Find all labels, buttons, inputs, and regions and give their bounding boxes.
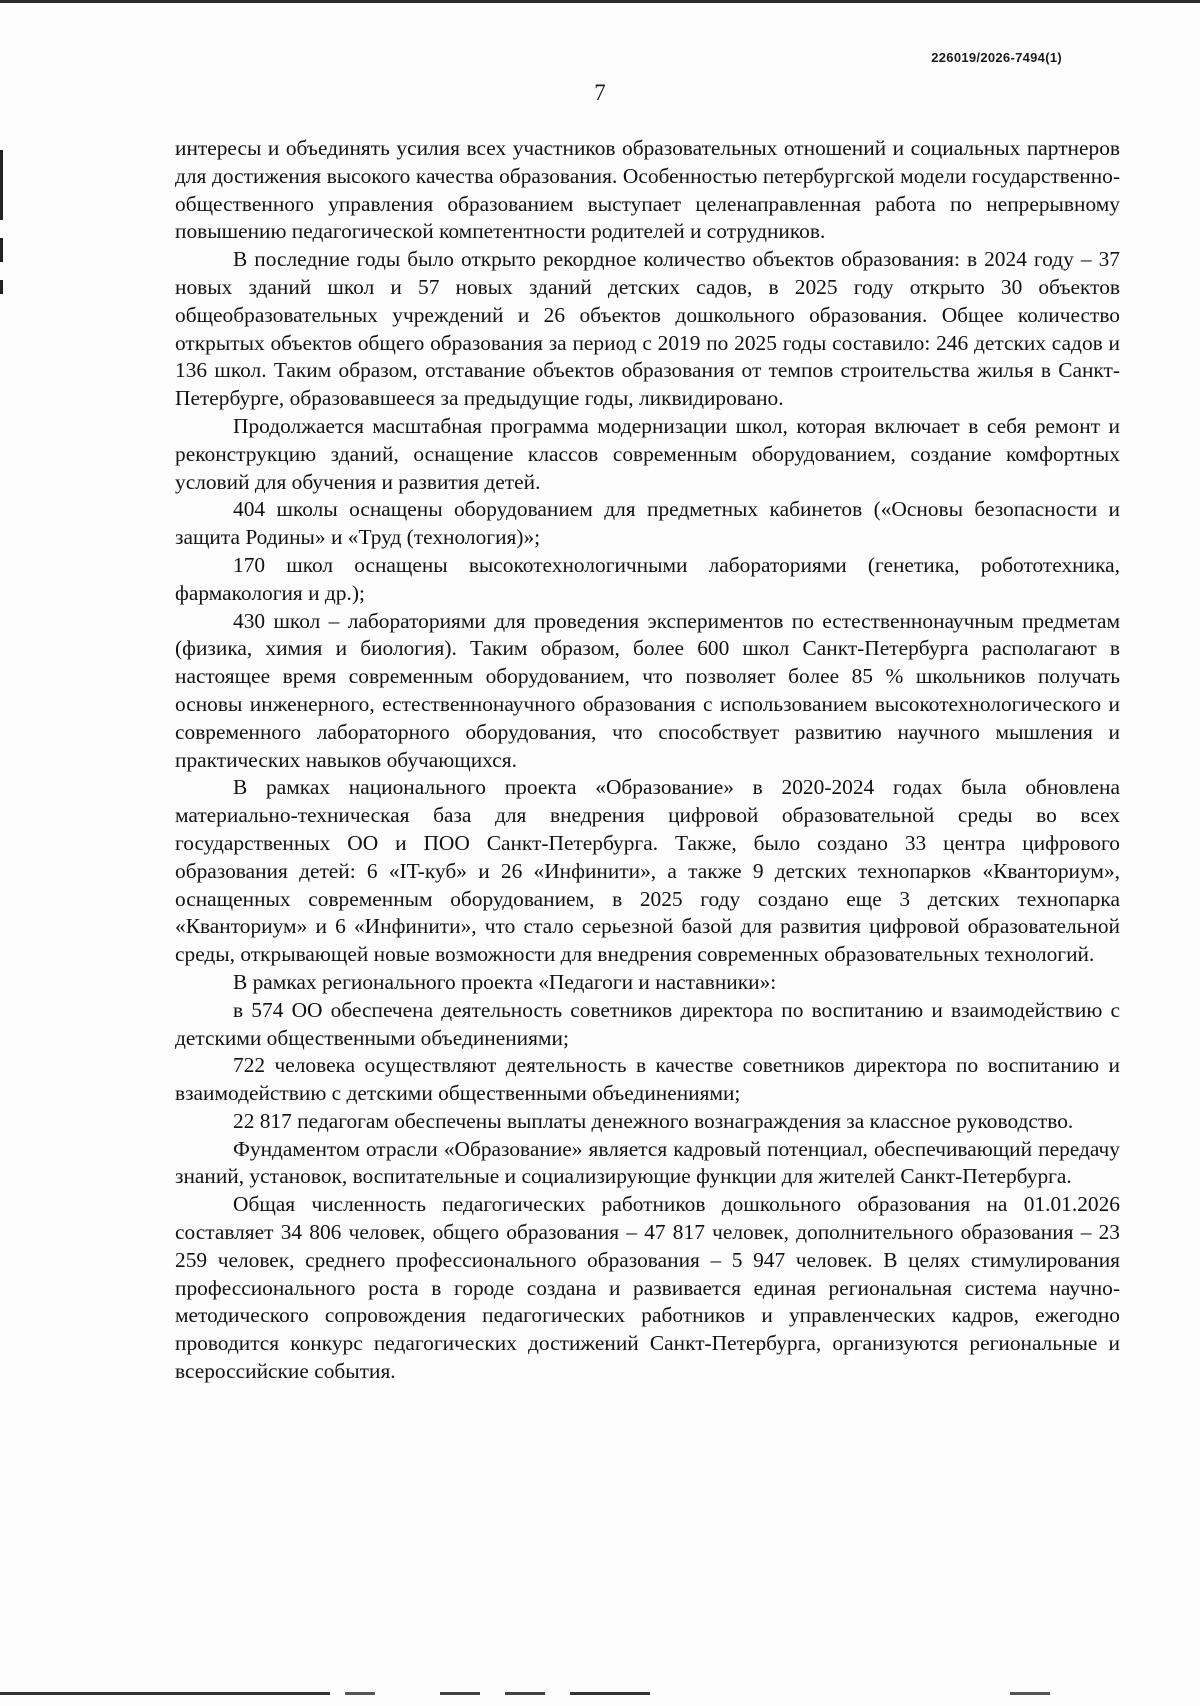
paragraph-8: В рамках регионального проекта «Педагоги и наставники»: — [233, 969, 777, 994]
scan-top-border — [0, 0, 1200, 3]
paragraph-11: 22 817 педагогам обеспечены выплаты денежного вознаграждения за классное руководство. — [233, 1108, 1074, 1133]
document-body — [175, 135, 1120, 1386]
paragraph-12: Фундаментом отрасли «Образование» является кадровый потенциал, обеспечивающий передачу знаний, установок, воспитательные и социализирующие функции для жителей Санкт-Петербурга. — [175, 1136, 1120, 1189]
scan-left-marks — [0, 150, 4, 350]
paragraph-10: 722 человека осуществляют деятельность в качестве советников директора по воспитанию и взаимодействию с детскими общественными объединениями; — [175, 1053, 1120, 1106]
paragraph-4: 404 школы оснащены оборудованием для предметных кабинетов («Основы безопасности и защита Родины» и «Труд (технология)»; — [175, 497, 1120, 550]
paragraph-5: 170 школ оснащены высокотехнологичными лабораториями (генетика, робототехника, фармакология и др.); — [175, 552, 1120, 605]
paragraph-3: Продолжается масштабная программа модернизации школ, которая включает в себя ремонт и реконструкцию зданий, оснащение классов современным оборудованием, создание комфортных условий для обучения и развития детей. — [175, 413, 1120, 494]
paragraph-9: в 574 ОО обеспечена деятельность советников директора по воспитанию и взаимодействию с детскими общественными объединениями; — [175, 997, 1120, 1050]
document-registration-number: 226019/2026-7494(1) — [931, 50, 1062, 65]
paragraph-1: интересы и объединять усилия всех участников образовательных отношений и социальных партнеров для достижения высокого качества образования. Особенностью петербургской модели государственно-общественного управления образованием выступает целенаправленная работа по непрерывному повышению педагогической компетентности родителей и сотрудников. — [175, 136, 1120, 244]
paragraph-2: В последние годы было открыто рекордное количество объектов образования: в 2024 году – 37 новых зданий школ и 57 новых зданий детских садов, в 2025 году открыто 30 объектов общеобразовательных учреждений и 26 объектов дошкольного образования. Общее количество открытых объектов общего образования за период с 2019 по 2025 годы составило: 246 детских садов и 136 школ. Таким образом, отставание объектов образования от темпов строительства жилья в Санкт-Петербурге, образовавшееся за предыдущие годы, ликвидировано. — [175, 247, 1120, 411]
paragraph-7: В рамках национального проекта «Образование» в 2020-2024 годах была обновлена материально-техническая база для внедрения цифровой образовательной среды во всех государственных ОО и ПОО Санкт-Петербурга. Также, было создано 33 центра цифрового образования детей: 6 «IT-куб» и 26 «Инфинити», а также 9 детских технопарков «Кванториум», оснащенных современным оборудованием, в 2025 году создано еще 3 детских технопарка «Кванториум» и 6 «Инфинити», что стало серьезной базой для развития цифровой образовательной среды, открывающей новые возможности для внедрения современных образовательных технологий. — [175, 775, 1120, 967]
paragraph-6: 430 школ – лабораториями для проведения экспериментов по естественнонаучным предметам (физика, химия и биология). Таким образом, более 600 школ Санкт-Петербурга располагают в настоящее время современным оборудованием, что позволяет более 85 % школьников получать основы инженерного, естественнонаучного образования с использованием высокотехнологического и современного лабораторного оборудования, что способствует развитию научного мышления и практических навыков обучающихся. — [175, 608, 1120, 772]
scan-bottom-rule — [0, 1692, 1200, 1695]
page-number: 7 — [594, 80, 606, 105]
paragraph-13: Общая численность педагогических работников дошкольного образования на 01.01.2026 составляет 34 806 человек, общего образования – 47 817 человек, дополнительного образования – 23 259 человек, среднего профессионального образования – 5 947 человек. В целях стимулирования профессионального роста в городе создана и развивается единая региональная система научно-методического сопровождения педагогических работников и управленческих кадров, ежегодно проводится конкурс педагогических достижений Санкт-Петербурга, организуются региональные и всероссийские события. — [175, 1192, 1120, 1384]
